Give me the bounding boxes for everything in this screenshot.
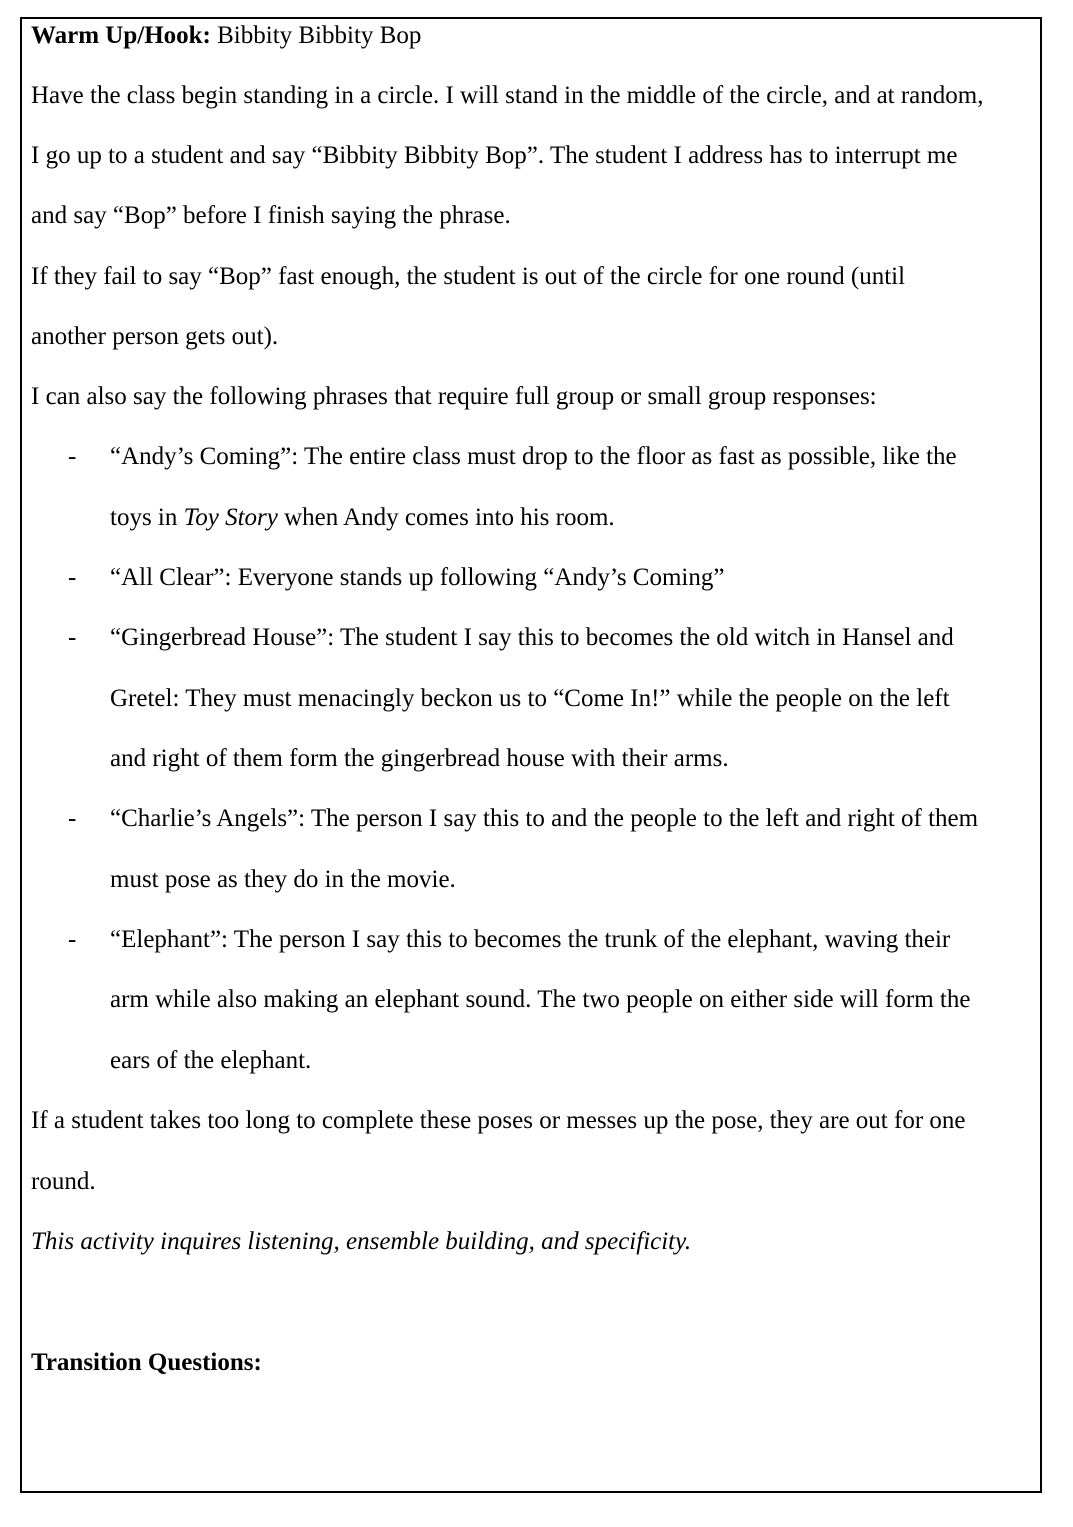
bullet-andy-line-2-before: toys in <box>110 504 184 531</box>
out-rule-line-1: If a student takes too long to complete these poses or messes up the pose, they are out for one <box>31 1107 966 1134</box>
bullet-marker: - <box>68 564 77 591</box>
bullet-all-clear-line-1: “All Clear”: Everyone stands up following “Andy’s Coming” <box>110 564 725 591</box>
intro-line-2: I go up to a student and say “Bibbity Bibbity Bop”. The student I address has to interrupt me <box>31 142 958 169</box>
bullet-andy-line-2-after: when Andy comes into his room. <box>277 504 615 531</box>
intro-line-3: and say “Bop” before I finish saying the phrase. <box>31 202 511 229</box>
warmup-title: Bibbity Bibbity Bop <box>217 22 422 49</box>
bullet-andy-line-2 <box>110 503 615 533</box>
activity-note-text: This activity inquires listening, ensemble building, and specificity. <box>31 1228 692 1255</box>
toy-story-title: Toy Story <box>183 504 278 531</box>
bullet-marker: - <box>68 926 77 953</box>
activity-note <box>31 1227 691 1257</box>
bullet-elephant-line-3: ears of the elephant. <box>110 1047 312 1074</box>
bullet-elephant-line-1: “Elephant”: The person I say this to becomes the trunk of the elephant, waving their <box>110 926 951 953</box>
fail-rule-line-1: If they fail to say “Bop” fast enough, the student is out of the circle for one round (until <box>31 263 906 290</box>
transition-heading-text: Transition Questions: <box>31 1349 262 1376</box>
bullet-andy-line-1: “Andy’s Coming”: The entire class must drop to the floor as fast as possible, like the <box>110 443 957 470</box>
bullet-marker: - <box>68 443 77 470</box>
phrases-intro: I can also say the following phrases that require full group or small group responses: <box>31 383 877 410</box>
bullet-gingerbread-line-3: and right of them form the gingerbread house with their arms. <box>110 745 729 772</box>
out-rule-line-2: round. <box>31 1168 96 1195</box>
bullet-marker: - <box>68 624 77 651</box>
bullet-gingerbread-line-1: “Gingerbread House”: The student I say this to becomes the old witch in Hansel and <box>110 624 954 651</box>
transition-heading <box>31 1348 262 1378</box>
warmup-heading-label: Warm Up/Hook: <box>31 22 211 49</box>
bullet-charlie-line-2: must pose as they do in the movie. <box>110 866 456 893</box>
bullet-gingerbread-line-2: Gretel: They must menacingly beckon us to “Come In!” while the people on the left <box>110 685 950 712</box>
fail-rule-line-2: another person gets out). <box>31 323 279 350</box>
intro-line-1: Have the class begin standing in a circle. I will stand in the middle of the circle, and at random, <box>31 82 984 109</box>
bullet-marker: - <box>68 805 77 832</box>
bullet-charlie-line-1: “Charlie’s Angels”: The person I say this to and the people to the left and right of them <box>110 805 979 832</box>
bullet-elephant-line-2: arm while also making an elephant sound. The two people on either side will form the <box>110 986 971 1013</box>
warmup-heading <box>31 21 421 51</box>
